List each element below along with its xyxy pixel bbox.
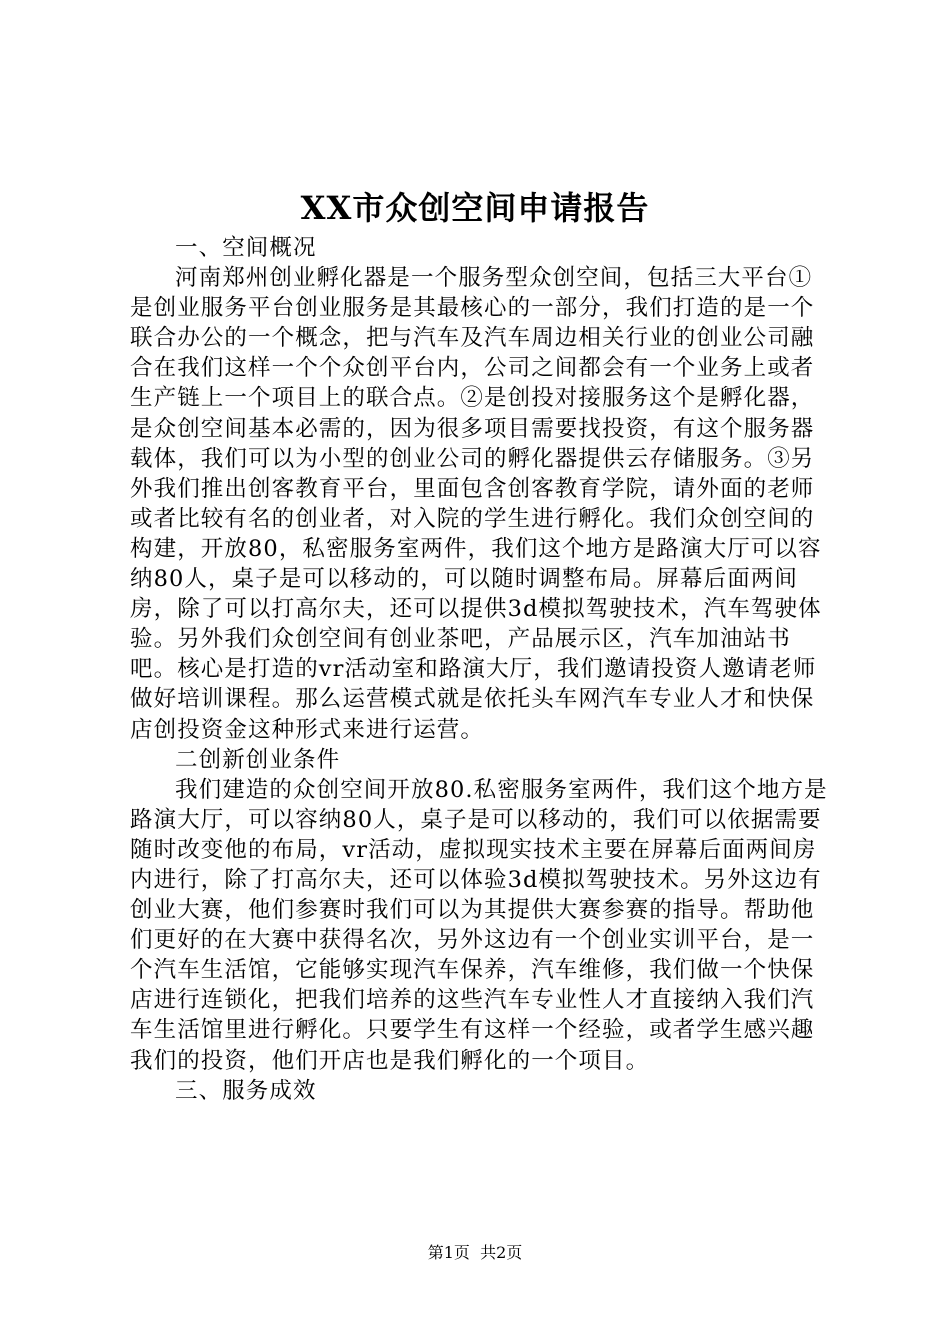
section-heading-overview: 一、空间概况 (175, 235, 317, 261)
page-total: 共2页 (480, 1243, 523, 1262)
section-heading-results: 三、服务成效 (175, 1077, 317, 1104)
paragraph-overview: 河南郑州创业孵化器是一个服务型众创空间，包括三大平台①是创业服务平台创业服务是其最核心的一部分，我们打造的是一个联合办公的一个概念，把与汽车及汽车周边相关行业的创业公司融合在我们这样一个个众创平台内，公司之间都会有一个业务上或者生产链上一个项目上的联合点。②是创投对接服务这个是孵化器，是众创空间基本必需的，因为很多项目需要找投资，有这个服务器载体，我们可以为小型的创业公司的孵化器提供云存储服务。③另外我们推出创客教育平台，里面包含创客教育学院，请外面的老师或者比较有名的创业者，对入院的学生进行孵化。我们众创空间的构建，开放80，私密服务室两件，我们这个地方是路演大厅可以容纳80人，桌子是可以移动的，可以随时调整布局。屏幕后面两间房，除了可以打高尔夫，还可以提供3d模拟驾驶技术，汽车驾驶体验。另外我们众创空间有创业茶吧，产品展示区，汽车加油站书吧。核心是打造的vr活动室和路演大厅，我们邀请投资人邀请老师做好培训课程。那么运营模式就是依托头车网汽车专业人才和快保店创投资金这种形式来进行运营。 (130, 265, 822, 743)
paragraph-conditions: 我们建造的众创空间开放80.私密服务室两件，我们这个地方是路演大厅，可以容纳80人，桌子是可以移动的，我们可以依据需要随时改变他的布局，vr活动，虚拟现实技术主要在屏幕后面两间房内进行，除了打高尔夫，还可以体验3d模拟驾驶技术。另外这边有创业大赛，他们参赛时我们可以为其提供大赛参赛的指导。帮助他们更好的在大赛中获得名次，另外这边有一个创业实训平台，是一个汽车生活馆，它能够实现汽车保养，汽车维修，我们做一个快保店进行连锁化，把我们培养的这些汽车专业性人才直接纳入我们汽车生活馆里进行孵化。只要学生有这样一个经验，或者学生感兴趣我们的投资，他们开店也是我们孵化的一个项目。 (130, 776, 828, 1074)
document-body (130, 233, 830, 1106)
page-number: 第1页 (427, 1243, 470, 1262)
page-footer (0, 1241, 950, 1265)
document-title: XX市众创空间申请报告 (300, 189, 650, 227)
section-heading-conditions: 二创新创业条件 (175, 746, 341, 773)
